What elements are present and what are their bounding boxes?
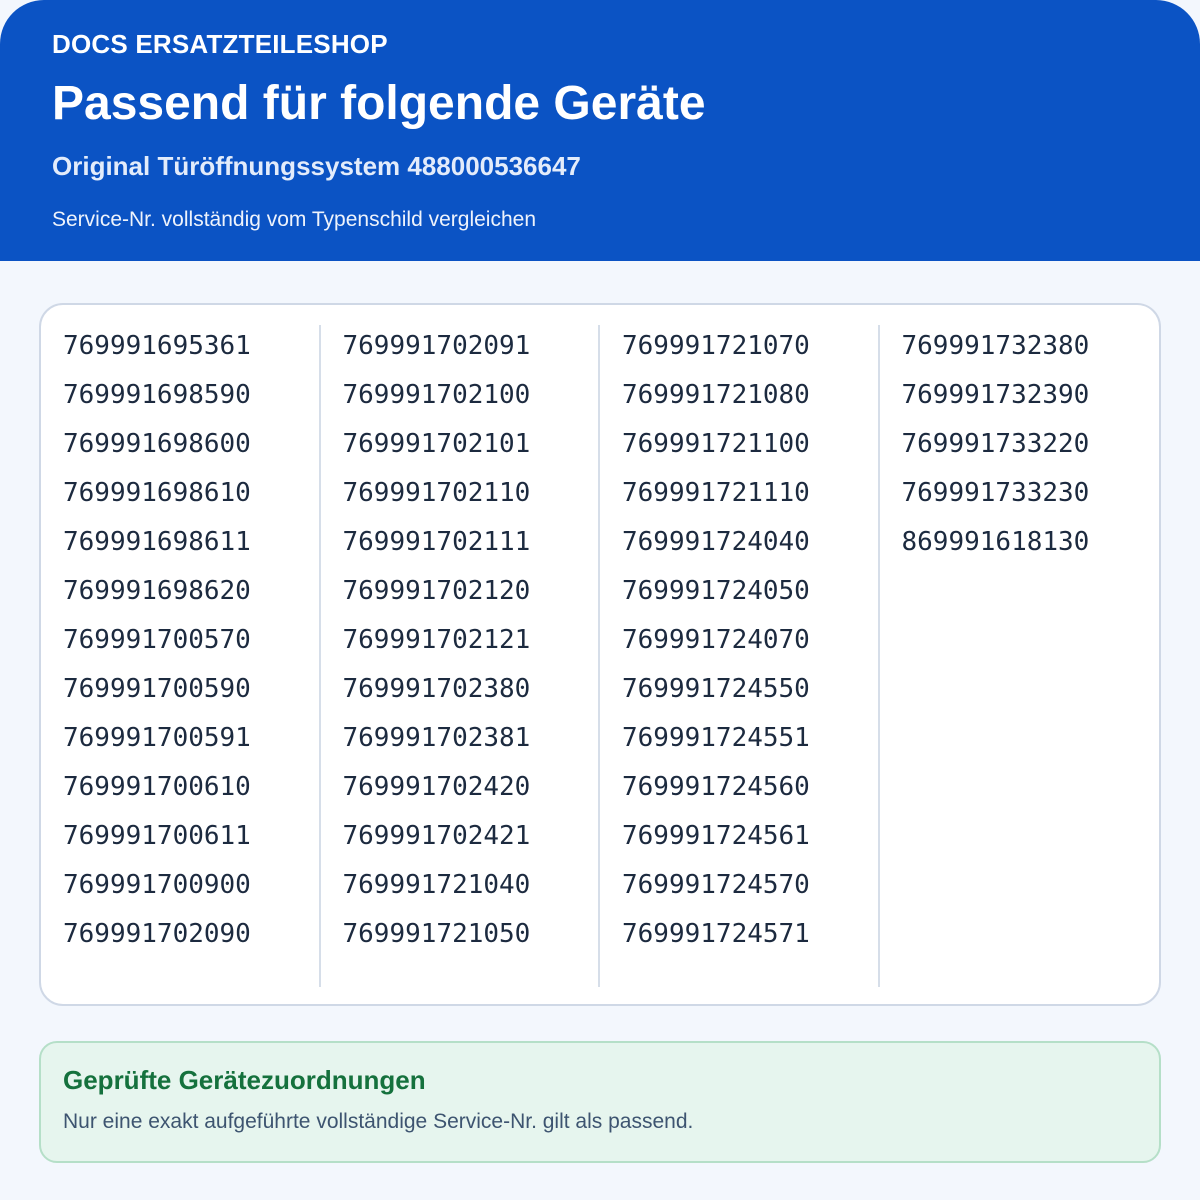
service-number-item: 769991698590 [63,380,251,410]
service-number-column [41,325,321,987]
service-number-item: 769991702110 [342,478,531,508]
service-number-item: 769991721040 [342,870,531,900]
header-banner [0,0,1200,261]
service-number-item: 769991721070 [622,331,810,361]
service-number-item: 769991732380 [901,331,1090,361]
service-number-column [321,325,601,987]
verification-note [39,1041,1161,1163]
service-number-item: 769991698600 [63,429,251,459]
shop-brand: DOCS ERSATZTEILESHOP [52,29,388,59]
service-number-item: 769991721080 [622,380,810,410]
service-number-item: 769991724551 [622,723,810,753]
service-number-list [39,303,1161,1006]
service-number-item: 769991724571 [622,919,810,949]
service-number-column [880,325,1159,987]
service-number-item: 769991721110 [622,478,810,508]
service-number-item: 769991724561 [622,821,810,851]
service-number-item: 769991700610 [63,772,251,802]
service-number-item: 769991733230 [901,478,1090,508]
service-number-item: 769991702420 [342,772,531,802]
service-number-item: 769991724070 [622,625,810,655]
service-number-item: 769991724570 [622,870,810,900]
service-number-item: 769991721100 [622,429,810,459]
service-number-item: 769991732390 [901,380,1090,410]
service-number-hint: Service-Nr. vollständig vom Typenschild vergleichen [52,208,537,231]
service-number-item: 769991702381 [342,723,531,753]
service-number-item: 769991702111 [342,527,531,557]
service-number-item: 769991724550 [622,674,810,704]
service-number-item: 769991702091 [342,331,531,361]
service-number-item: 769991700611 [63,821,251,851]
service-number-item: 769991724560 [622,772,810,802]
service-number-item: 769991733220 [901,429,1090,459]
service-number-item: 769991702121 [342,625,531,655]
part-subtitle: Original Türöffnungssystem 488000536647 [52,151,581,181]
service-number-item: 769991695361 [63,331,251,361]
service-number-item: 769991702380 [342,674,531,704]
page-title: Passend für folgende Geräte [52,77,706,130]
service-number-item: 769991702100 [342,380,531,410]
service-number-item: 769991702120 [342,576,531,606]
service-number-item: 769991721050 [342,919,531,949]
service-number-item: 869991618130 [901,527,1090,557]
service-number-item: 769991724040 [622,527,810,557]
service-number-item: 769991702421 [342,821,531,851]
service-number-item: 769991700590 [63,674,251,704]
service-number-columns [41,325,1159,987]
service-number-item: 769991700570 [63,625,251,655]
service-number-column [600,325,880,987]
note-text: Nur eine exakt aufgeführte vollständige Service-Nr. gilt als passend. [63,1110,694,1133]
service-number-item: 769991700900 [63,870,251,900]
service-number-item: 769991698620 [63,576,251,606]
note-title: Geprüfte Gerätezuordnungen [63,1065,426,1095]
service-number-item: 769991698610 [63,478,251,508]
service-number-item: 769991702090 [63,919,251,949]
service-number-item: 769991702101 [342,429,531,459]
service-number-item: 769991698611 [63,527,251,557]
service-number-item: 769991700591 [63,723,251,753]
service-number-item: 769991724050 [622,576,810,606]
